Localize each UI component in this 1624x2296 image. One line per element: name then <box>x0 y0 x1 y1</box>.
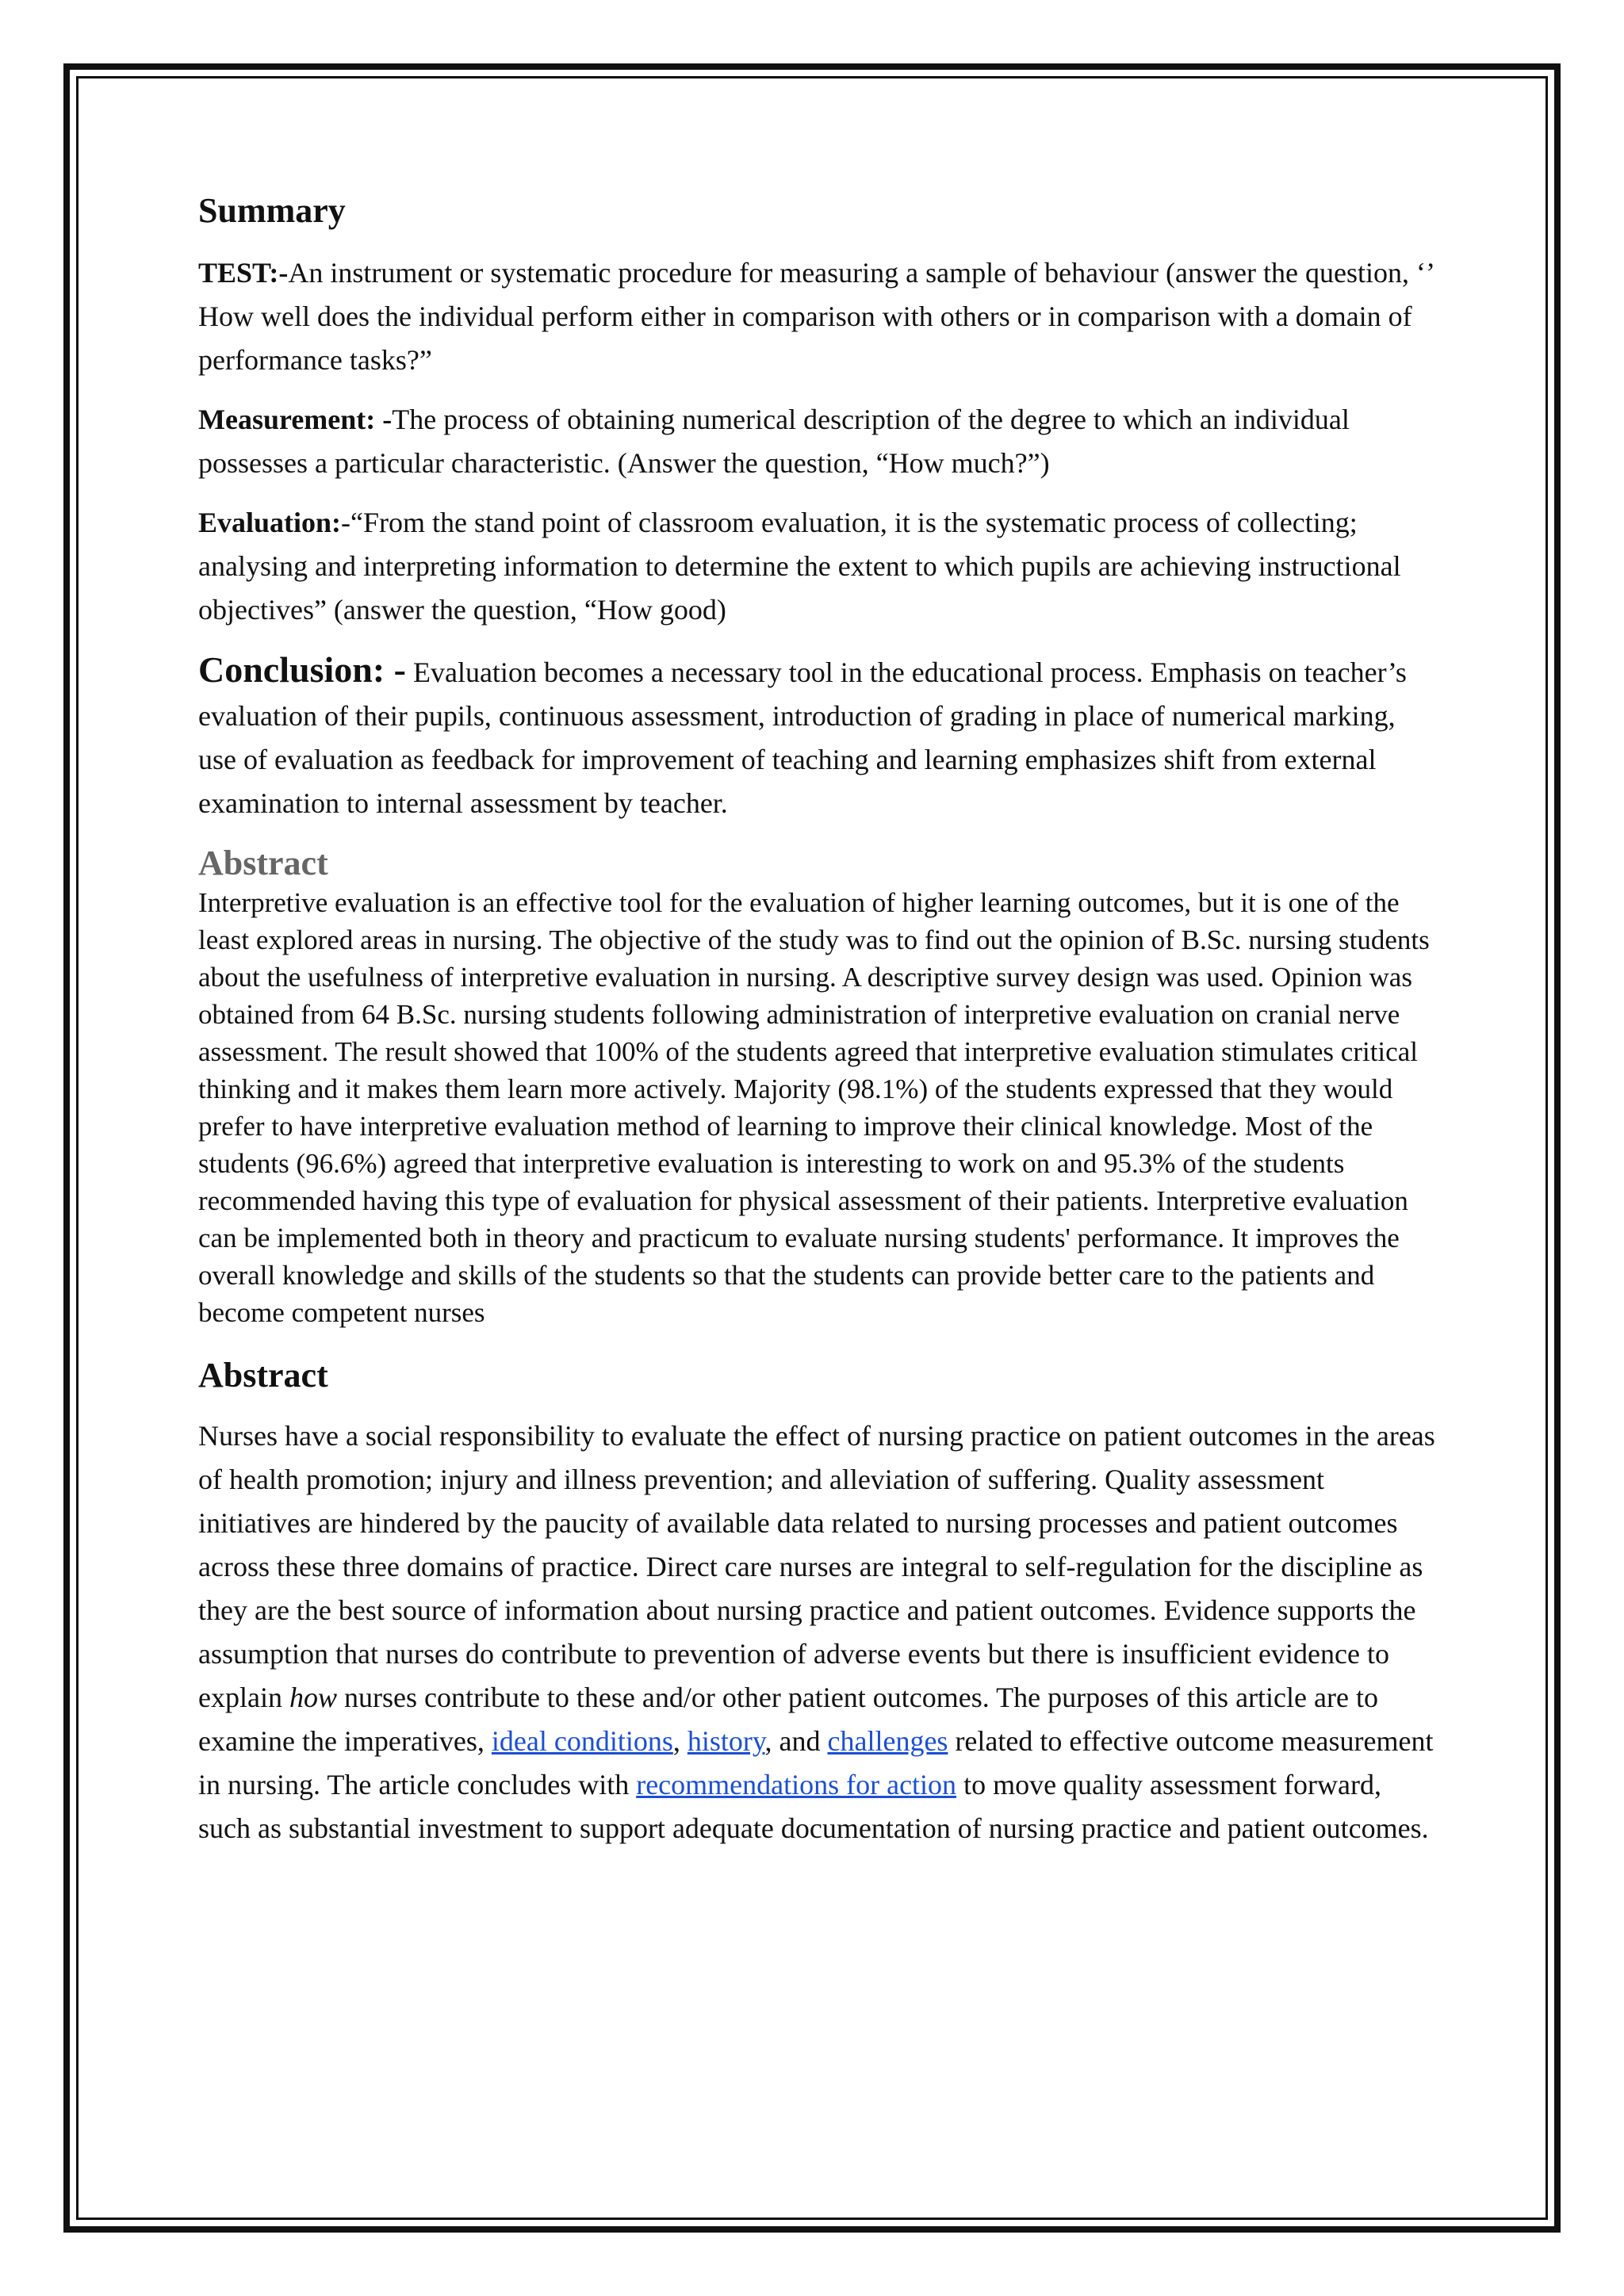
abstract2-part4: to move quality assessment forward, such as substantial investment to support adequate documentation of nursing practice and patient outcomes. <box>198 1769 1429 1844</box>
conclusion-label: Conclusion: - <box>198 649 406 690</box>
link-recommendations-for-action[interactable]: recommendations for action <box>636 1769 957 1800</box>
abstract2-part1: Nurses have a social responsibility to evaluate the effect of nursing practice on patient outcomes in the areas of health promotion; injury and illness prevention; and alleviation of suffering. Quality assessment initiatives are hindered by the paucity of available data related to nursing processes and patient outcomes across these three domains of practice. Direct care nurses are integral to self-regulation for the discipline as they are the best source of information about nursing practice and patient outcomes. Evidence supports the assumption that nurses do contribute to prevention of adverse events but there is insufficient evidence to explain <box>198 1420 1435 1713</box>
document-content <box>198 190 1435 1850</box>
abstract2-emphasis: how <box>289 1682 337 1713</box>
link-ideal-conditions[interactable]: ideal conditions <box>491 1725 673 1757</box>
abstract2-part3: related to effective outcome measurement in nursing. The article concludes with <box>198 1725 1434 1800</box>
abstract-heading-1: Abstract <box>198 844 328 882</box>
test-label: TEST:- <box>198 257 289 289</box>
abstract2-sep1: , <box>672 1725 688 1757</box>
abstract2-part2: nurses contribute to these and/or other patient outcomes. The purposes of this article are to examine the imperatives, <box>198 1682 1378 1757</box>
abstract2-sep2: , and <box>764 1725 828 1757</box>
measurement-definition <box>198 398 1435 485</box>
conclusion-text: Evaluation becomes a necessary tool in the educational process. Emphasis on teacher’s evaluation of their pupils, continuous assessment, introduction of grading in place of numerical marking, use of evaluation as feedback for improvement of teaching and learning emphasizes shift from external examination to internal assessment by teacher. <box>198 656 1407 819</box>
test-text: An instrument or systematic procedure for measuring a sample of behaviour (answer the question, ‘’ How well does the individual perform either in comparison with others or in comparison with a domain of performance tasks?” <box>198 257 1434 376</box>
conclusion-paragraph <box>198 648 1435 825</box>
evaluation-label: Evaluation: <box>198 507 342 538</box>
abstract-heading-2: Abstract <box>198 1356 328 1395</box>
measurement-text: The process of obtaining numerical description of the degree to which an individual possesses a particular characteristic. (Answer the question, “How much?”) <box>198 404 1350 479</box>
evaluation-text: -“From the stand point of classroom evaluation, it is the systematic process of collecting; analysing and interpreting information to determine the extent to which pupils are achieving instructional objectives” (answer the question, “How good) <box>198 507 1401 626</box>
abstract-text-1: Interpretive evaluation is an effective tool for the evaluation of higher learning outcomes, but it is one of the least explored areas in nursing. The objective of the study was to find out the opinion of B.Sc. nursing students about the usefulness of interpretive evaluation in nursing. A descriptive survey design was used. Opinion was obtained from 64 B.Sc. nursing students following administration of interpretive evaluation on cranial nerve assessment. The result showed that 100% of the students agreed that interpretive evaluation stimulates critical thinking and it makes them learn more actively. Majority (98.1%) of the students expressed that they would prefer to have interpretive evaluation method of learning to improve their clinical knowledge. Most of the students (96.6%) agreed that interpretive evaluation is interesting to work on and 95.3% of the students recommended having this type of evaluation for physical assessment of their patients. Interpretive evaluation can be implemented both in theory and practicum to evaluate nursing students' performance. It improves the overall knowledge and skills of the students so that the students can provide better care to the patients and become competent nurses <box>198 887 1430 1328</box>
summary-heading: Summary <box>198 191 346 230</box>
link-history[interactable]: history <box>687 1725 765 1757</box>
link-challenges[interactable]: challenges <box>827 1725 948 1757</box>
test-definition <box>198 251 1435 382</box>
measurement-label: Measurement: - <box>198 404 393 435</box>
abstract-text-2 <box>198 1414 1435 1850</box>
evaluation-definition <box>198 501 1435 632</box>
